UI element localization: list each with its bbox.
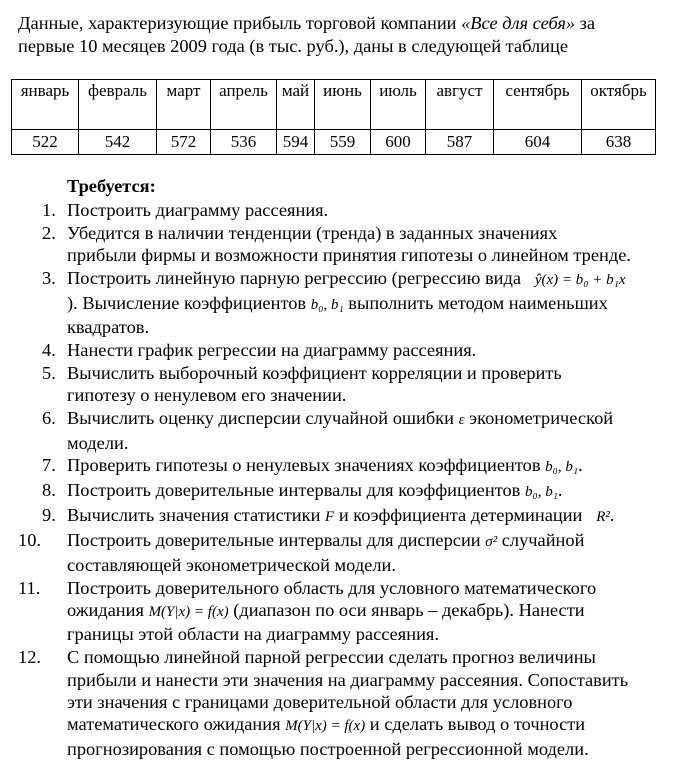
month-cell: октябрь [582,80,656,130]
intro-paragraph [18,12,668,58]
regression-formula: ŷ(x) = b₀ + b₁x [534,272,626,289]
task-item-6: 6. Вычислить оценку дисперсии случайной ошибки ε эконометрической модели. [42,408,614,453]
f-statistic-symbol: F [325,509,335,526]
task-item-9: 9. Вычислить значения статистики F и коэффициента детерминации R². [42,505,615,526]
month-cell: июль [371,80,426,130]
task-number: 1. [42,200,56,220]
conditional-expectation-formula: M(Y|x) = f(x) [148,603,229,620]
month-cell: февраль [79,80,157,130]
task-item-3: 3. Построить линейную парную регрессию (регрессию вида ŷ(x) = b₀ + b₁x ). Вычисление коэффициентов b₀, b₁ выполнить методом наименьших квадратов. [42,268,626,338]
task-item-8: 8. Построить доверительные интервалы для коэффициентов b₀, b₁. [42,480,563,501]
value-cell: 559 [315,130,371,155]
month-cell: март [157,80,211,130]
month-cell: апрель [211,80,277,130]
value-cell: 600 [371,130,426,155]
task-number: 6. [42,408,56,429]
task-item-10: 10. Построить доверительные интервалы для дисперсии σ² случайной составляющей эконометрической модели. [18,530,585,575]
task-item-12: 12. С помощью линейной парной регрессии сделать прогноз величины прибыли и нанести эти значения на диаграмму рассеяния. Сопоставить эти значения с границами доверительной области для условного математического ожидания M(Y|x) = f(x) и сделать вывод о точности прогнозирования с помощью построенной регрессионной модели. [18,647,629,759]
month-cell: сентябрь [494,80,582,130]
month-cell: май [277,80,315,130]
task-number: 9. [42,505,56,526]
coef-formula: b₀, b₁ [310,296,344,313]
requirements-title: Требуется: [67,176,156,196]
value-cell: 572 [157,130,211,155]
task-number: 3. [42,268,56,289]
coef-formula: b₀, b₁ [524,484,558,501]
value-row [12,130,656,155]
task-number: 4. [42,339,56,360]
task-item-7: 7. Проверить гипотезы о ненулевых значениях коэффициентов b₀, b₁. [42,455,583,476]
value-cell: 522 [12,130,79,155]
task-number: 7. [42,455,56,476]
value-cell: 604 [494,130,582,155]
task-item-4: 4. Нанести график регрессии на диаграмму рассеяния. [42,339,477,360]
task-number: 2. [42,222,56,243]
coef-formula: b₀, b₁ [545,459,579,476]
r-squared-symbol: R² [596,509,610,526]
task-number: 5. [42,362,56,383]
month-cell: август [426,80,494,130]
conditional-expectation-formula: M(Y|x) = f(x) [285,718,366,735]
task-item-5: 5. Вычислить выборочный коэффициент корреляции и проверить гипотезу о ненулевом его значении. [42,362,562,406]
month-cell: январь [12,80,79,130]
task-number: 8. [42,480,56,501]
task-number: 12. [18,647,41,668]
intro-line-1: Данные, характеризующие прибыль торговой компании «Все для себя» за [18,13,596,33]
profit-table [11,79,656,155]
company-name: «Все для себя» [461,13,576,33]
sigma-squared-symbol: σ² [485,534,498,551]
month-header-row [12,80,656,130]
task-item-11: 11. Построить доверительного область для условного математического ожидания M(Y|x) = f(x) (диапазон по оси январь – декабрь). Нанести границы этой области на диаграмму рассеяния. [18,577,597,645]
value-cell: 594 [277,130,315,155]
task-list [0,199,685,761]
value-cell: 536 [211,130,277,155]
value-cell: 638 [582,130,656,155]
epsilon-symbol: ε [458,412,465,429]
task-item-1: 1. Построить диаграмму рассеяния. [42,200,329,220]
value-cell: 542 [79,130,157,155]
task-item-2: 2. Убедится в наличии тенденции (тренда) в заданных значениях прибыли фирмы и возможности принятия гипотезы о линейном тренде. [42,222,631,266]
task-number: 11. [18,577,41,598]
value-cell: 587 [426,130,494,155]
month-cell: июнь [315,80,371,130]
intro-line-2: первые 10 месяцев 2009 года (в тыс. руб.), даны в следующей таблице [18,36,568,56]
task-number: 10. [18,530,41,551]
